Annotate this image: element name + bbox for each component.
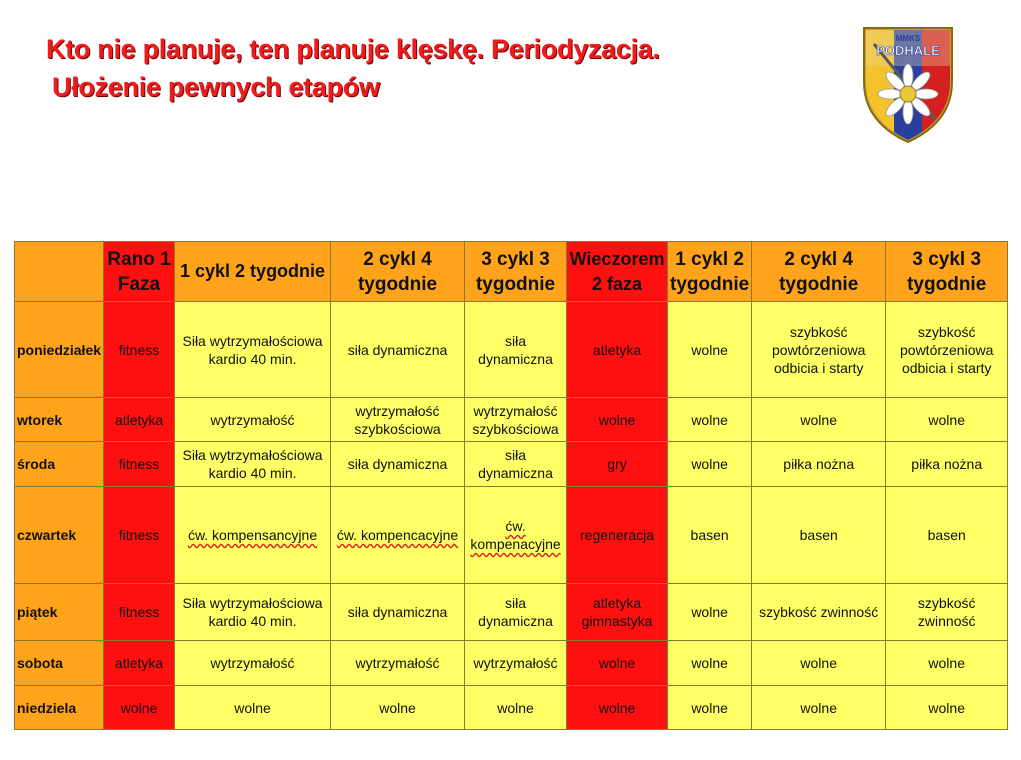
table-cell: wolne: [175, 686, 331, 730]
table-cell: siła dynamiczna: [465, 302, 567, 398]
table-cell: wytrzymałość: [465, 641, 567, 686]
table-cell: siła dynamiczna: [331, 302, 465, 398]
table-cell: basen: [668, 487, 752, 584]
table-cell: wytrzymałość: [331, 641, 465, 686]
cell-text: ćw. kompenacyjne: [470, 518, 561, 552]
crest-top-text: MMKS: [895, 34, 921, 43]
table-cell: szybkość powtórzeniowa odbicia i starty: [752, 302, 886, 398]
table-cell: siła dynamiczna: [465, 442, 567, 487]
day-label: poniedziałek: [15, 302, 104, 398]
table-cell: wolne: [752, 398, 886, 442]
table-cell: wolne: [886, 398, 1008, 442]
header-cell: 3 cykl 3 tygodnie: [886, 242, 1008, 302]
table-cell: basen: [886, 487, 1008, 584]
morning-phase-cell: fitness: [104, 302, 175, 398]
table-cell: siła dynamiczna: [331, 584, 465, 641]
table-cell: wolne: [886, 686, 1008, 730]
header-cell: [15, 242, 104, 302]
header-cell: 2 cykl 4 tygodnie: [331, 242, 465, 302]
table-cell: Siła wytrzymałościowa kardio 40 min.: [175, 442, 331, 487]
table-cell: wytrzymałość szybkościowa: [331, 398, 465, 442]
table-cell: basen: [752, 487, 886, 584]
table-row: [15, 641, 1008, 686]
morning-phase-cell: atletyka: [104, 398, 175, 442]
evening-phase-cell: atletyka gimnastyka: [567, 584, 668, 641]
header-cell: 1 cykl 2 tygodnie: [175, 242, 331, 302]
day-label: sobota: [15, 641, 104, 686]
training-plan-table: [14, 241, 1008, 730]
header-cell: 1 cykl 2 tygodnie: [668, 242, 752, 302]
morning-phase-cell: wolne: [104, 686, 175, 730]
evening-phase-cell: wolne: [567, 398, 668, 442]
table-cell: wolne: [752, 641, 886, 686]
day-label: wtorek: [15, 398, 104, 442]
crest-name-text: PODHALE: [876, 43, 940, 58]
table-cell: szybkość powtórzeniowa odbicia i starty: [886, 302, 1008, 398]
day-label: niedziela: [15, 686, 104, 730]
table-cell: wolne: [668, 584, 752, 641]
table-row: [15, 584, 1008, 641]
cell-text: ćw. kompensancyjne: [187, 527, 318, 543]
edelweiss-icon: [878, 64, 938, 124]
morning-phase-cell: fitness: [104, 584, 175, 641]
table-row: [15, 302, 1008, 398]
table-cell: wolne: [886, 641, 1008, 686]
table-cell: wytrzymałość szybkościowa: [465, 398, 567, 442]
table-cell: wolne: [668, 302, 752, 398]
header-cell: Wieczorem 2 faza: [567, 242, 668, 302]
title-line-2: Ułożenie pewnych etapów: [52, 72, 380, 102]
morning-phase-cell: fitness: [104, 442, 175, 487]
evening-phase-cell: wolne: [567, 641, 668, 686]
evening-phase-cell: wolne: [567, 686, 668, 730]
evening-phase-cell: gry: [567, 442, 668, 487]
table-cell: siła dynamiczna: [331, 442, 465, 487]
table-cell: [465, 487, 567, 584]
header-cell: 3 cykl 3 tygodnie: [465, 242, 567, 302]
table-cell: wolne: [331, 686, 465, 730]
table-cell: wytrzymałość: [175, 641, 331, 686]
table-row: [15, 442, 1008, 487]
morning-phase-cell: atletyka: [104, 641, 175, 686]
table-cell: Siła wytrzymałościowa kardio 40 min.: [175, 302, 331, 398]
table-row: [15, 398, 1008, 442]
title-line-1: Kto nie planuje, ten planuje klęskę. Periodyzacja.: [46, 34, 660, 64]
table-cell: wytrzymałość: [175, 398, 331, 442]
table-cell: wolne: [465, 686, 567, 730]
table-cell: wolne: [668, 641, 752, 686]
day-label: piątek: [15, 584, 104, 641]
day-label: czwartek: [15, 487, 104, 584]
table-cell: [331, 487, 465, 584]
club-crest-logo: [860, 24, 956, 144]
evening-phase-cell: regeneracja: [567, 487, 668, 584]
table-cell: szybkość zwinność: [752, 584, 886, 641]
table-cell: piłka nożna: [752, 442, 886, 487]
table-cell: siła dynamiczna: [465, 584, 567, 641]
table-cell: [175, 487, 331, 584]
cell-text: ćw. kompencacyjne: [336, 527, 459, 543]
table-cell: wolne: [668, 442, 752, 487]
header-cell: 2 cykl 4 tygodnie: [752, 242, 886, 302]
day-label: środa: [15, 442, 104, 487]
table-header-row: [15, 242, 1008, 302]
table-row: [15, 487, 1008, 584]
table-cell: szybkość zwinność: [886, 584, 1008, 641]
header-cell: Rano 1 Faza: [104, 242, 175, 302]
table-cell: wolne: [752, 686, 886, 730]
table-cell: Siła wytrzymałościowa kardio 40 min.: [175, 584, 331, 641]
table-cell: wolne: [668, 686, 752, 730]
table-cell: wolne: [668, 398, 752, 442]
table-cell: piłka nożna: [886, 442, 1008, 487]
slide-title: [46, 30, 660, 106]
morning-phase-cell: fitness: [104, 487, 175, 584]
evening-phase-cell: atletyka: [567, 302, 668, 398]
table-row: [15, 686, 1008, 730]
